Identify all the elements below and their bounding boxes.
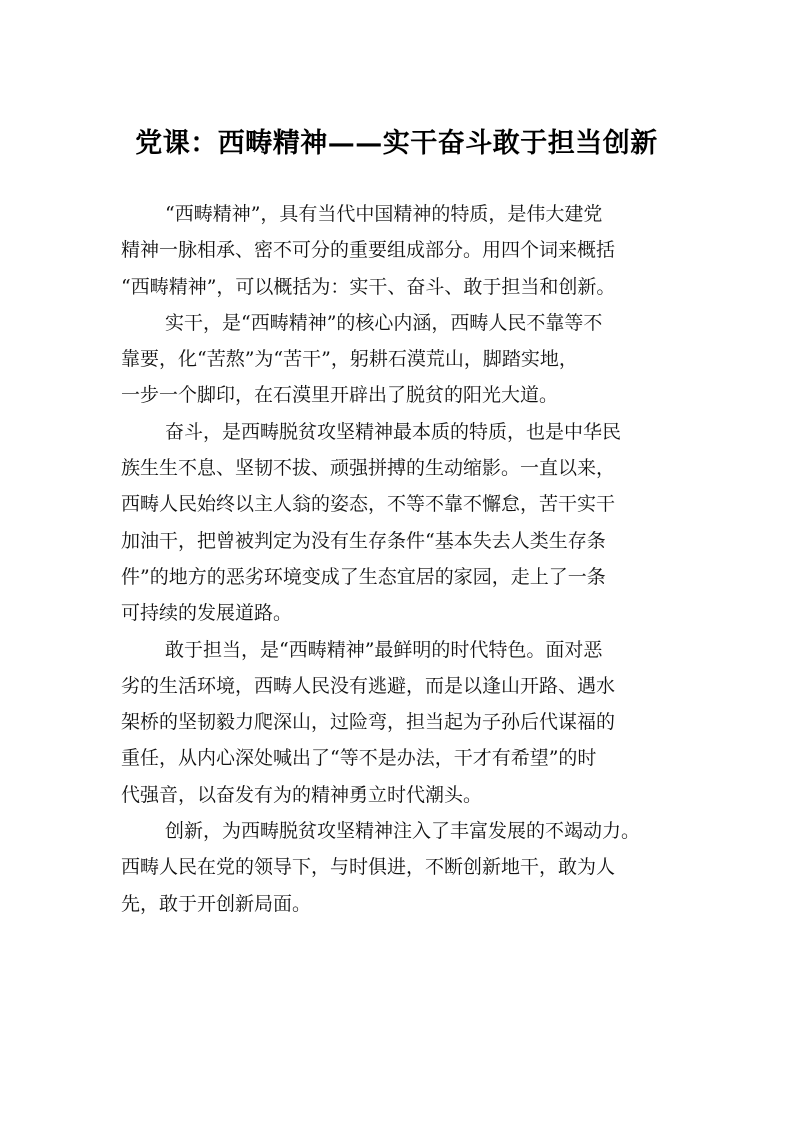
text-line: 劣的生活环境，西畴人民没有逃避，而是以逢山开路、遇水 <box>121 674 616 697</box>
paragraph <box>121 632 681 813</box>
document-title: 党课：西畴精神——实干奋斗敢于担当创新 <box>135 128 658 159</box>
paragraph <box>121 813 681 922</box>
text-line: 加油干，把曾被判定为没有生存条件“基本失去人类生存条 <box>121 529 606 552</box>
text-line: “西畴精神”，具有当代中国精神的特质，是伟大建党 <box>165 203 603 225</box>
text-line: 敢于担当，是“西畴精神”最鲜明的时代特色。面对恶 <box>165 638 603 661</box>
text-line: “西畴精神”，可以概括为：实干、奋斗、敢于担当和创新。 <box>121 275 616 298</box>
text-line: 可持续的发展道路。 <box>121 602 293 625</box>
text-line: 靠要，化“苦熬”为“苦干”，躬耕石漠荒山，脚踏实地， <box>121 348 578 371</box>
text-line: 件”的地方的恶劣环境变成了生态宜居的家园，走上了一条 <box>121 565 606 588</box>
text-line: 代强音，以奋发有为的精神勇立时代潮头。 <box>121 783 483 806</box>
text-line: 创新，为西畴脱贫攻坚精神注入了丰富发展的不竭动力。 <box>165 820 641 843</box>
paragraph <box>121 196 681 305</box>
document-body <box>121 196 681 922</box>
text-line: 先，敢于开创新局面。 <box>121 892 312 915</box>
text-line: 架桥的坚韧毅力爬深山，过险弯，担当起为子孙后代谋福的 <box>121 711 616 734</box>
text-line: 实干，是“西畴精神”的核心内涵，西畴人民不靠等不 <box>165 311 603 334</box>
text-line: 西畴人民在党的领导下，与时俱进，不断创新地干，敢为人 <box>121 856 616 879</box>
text-line: 重任，从内心深处喊出了“等不是办法，干才有希望”的时 <box>121 747 597 770</box>
text-line: 一步一个脚印，在石漠里开辟出了脱贫的阳光大道。 <box>121 384 559 407</box>
text-line: 奋斗，是西畴脱贫攻坚精神最本质的特质，也是中华民 <box>165 420 622 443</box>
text-line: 族生生不息、坚韧不拔、顽强拼搏的生动缩影。一直以来， <box>121 457 616 480</box>
text-line: 精神一脉相承、密不可分的重要组成部分。用四个词来概括 <box>121 239 616 262</box>
paragraph <box>121 414 681 632</box>
text-line: 西畴人民始终以主人翁的姿态，不等不靠不懈怠，苦干实干 <box>121 493 616 516</box>
paragraph <box>121 305 681 414</box>
